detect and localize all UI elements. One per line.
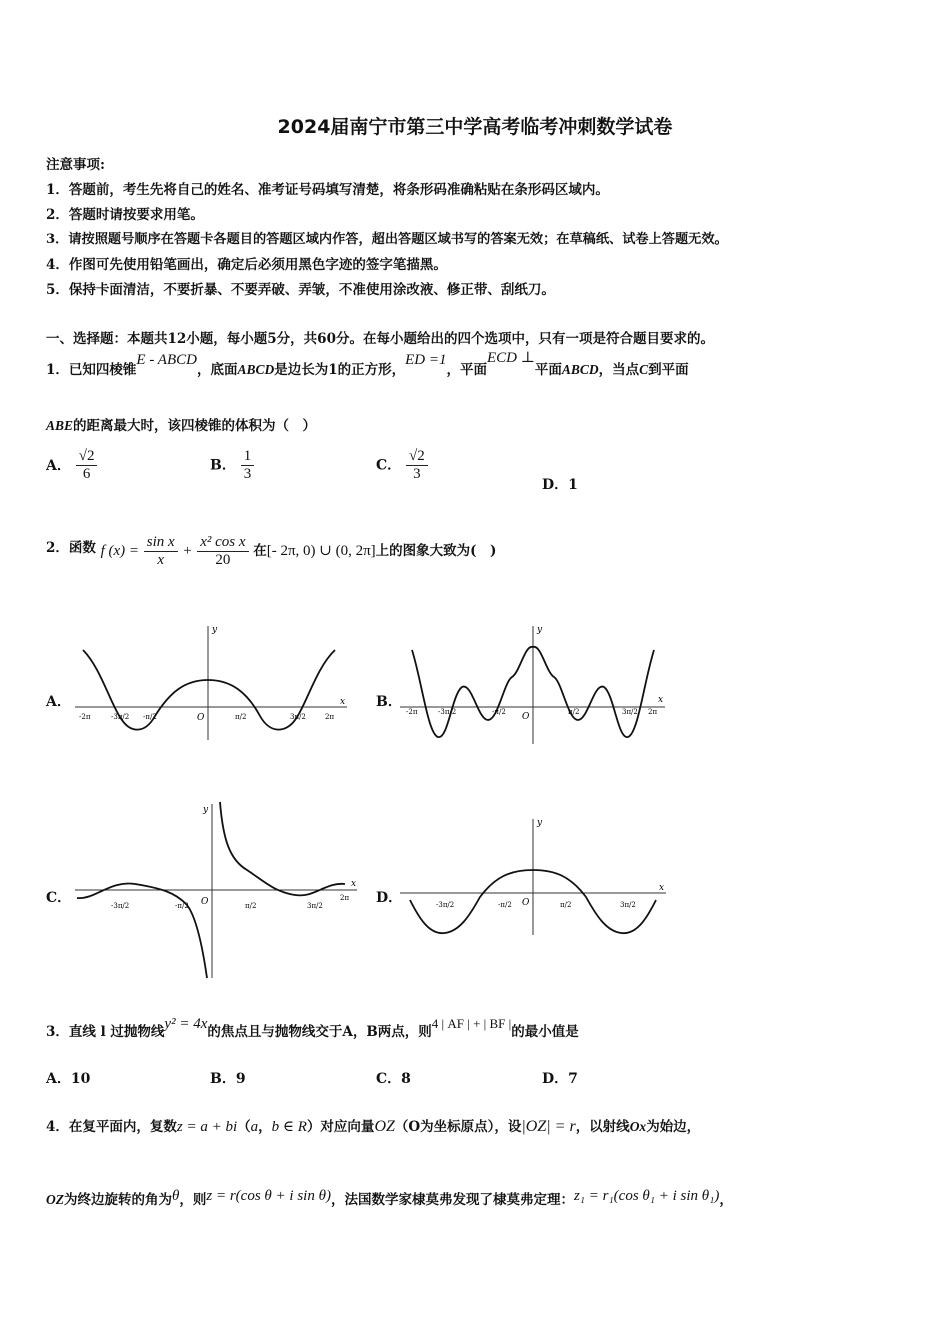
tick-label: π/2 — [568, 708, 580, 716]
tick-label: -3π/2 — [111, 902, 130, 910]
q3-option-a[interactable]: A．10 — [46, 1071, 91, 1087]
graph-a[interactable] — [75, 622, 350, 742]
question-4: 4．在复平面内，复数z = a + bi（a，b ∈ R）对应向量OZ（O为坐标原点），设|OZ| = r，以射线Ox为始边， — [46, 1118, 701, 1135]
origin-label: O — [197, 713, 205, 723]
tick-label: 2π — [340, 894, 350, 902]
origin-label: O — [201, 897, 209, 907]
tick-label: 3π/2 — [290, 713, 306, 721]
page-title: 2024届南宁市第三中学高考临考冲刺数学试卷 — [277, 116, 673, 138]
y-label: y — [537, 625, 543, 635]
y-label: y — [212, 625, 218, 635]
tick-label: -3π/2 — [111, 713, 130, 721]
tick-label: -π/2 — [498, 901, 512, 909]
question-1: 1．已知四棱锥E - ABCD，底面ABCD是边长为1的正方形，ED =1，平面ECD ⊥平面ABCD，当点C到平面 — [46, 350, 689, 378]
tick-label: -π/2 — [175, 902, 189, 910]
y-label: y — [203, 805, 209, 815]
y-label: y — [537, 818, 543, 828]
curve-c-left — [77, 883, 207, 978]
q1-option-a[interactable]: A． $\frac{√2}{6}$ — [46, 448, 97, 483]
tick-label: -π/2 — [492, 708, 506, 716]
question-4-line2: OZ为终边旋转的角为θ，则z = r(cos θ + i sin θ)，法国数学家棣莫弗发现了棣莫弗定理：z₁ = r₁(cos θ₁ + i sin θ₁)， — [46, 1188, 733, 1208]
q1-option-d[interactable]: D．1 — [542, 477, 578, 493]
graph-b[interactable] — [400, 622, 670, 747]
tick-label: 2π — [648, 708, 658, 716]
graph-c[interactable] — [75, 800, 360, 980]
notice-item: 1．答题前，考生先将自己的姓名、准考证号码填写清楚，将条形码准确粘贴在条形码区域内。 — [46, 182, 609, 198]
x-label: x — [351, 879, 357, 889]
tick-label: -2π — [79, 713, 91, 721]
tick-label: -2π — [406, 708, 418, 716]
question-3: 3．直线 l 过抛物线y² = 4x的焦点且与抛物线交于A，B两点，则4 | AF | + | BF |的最小值是 — [46, 1016, 579, 1040]
q3-option-d[interactable]: D．7 — [542, 1071, 578, 1087]
notice-item: 4．作图可先使用铅笔画出，确定后必须用黑色字迹的签字笔描黑。 — [46, 257, 447, 273]
tick-label: 3π/2 — [307, 902, 323, 910]
notice-item: 5．保持卡面清洁，不要折暴、不要弄破、弄皱，不准使用涂改液、修正带、刮纸刀。 — [46, 282, 555, 298]
notice-item: 3．请按照题号顺序在答题卡各题目的答题区域内作答，超出答题区域书写的答案无效；在草稿纸、试卷上答题无效。 — [46, 232, 728, 247]
curve-c-right — [220, 802, 345, 895]
q2-option-a-label[interactable]: A． — [46, 694, 71, 710]
tick-label: 3π/2 — [620, 901, 636, 909]
notice-item: 2．答题时请按要求用笔。 — [46, 207, 204, 223]
graph-d[interactable] — [400, 815, 670, 940]
q3-option-c[interactable]: C．8 — [376, 1071, 411, 1087]
section-heading: 一、选择题：本题共12小题，每小题5分，共60分。在每小题给出的四个选项中，只有一项是符合题目要求的。 — [46, 331, 714, 347]
notice-heading: 注意事项: — [46, 157, 105, 173]
x-label: x — [659, 883, 665, 893]
tick-label: π/2 — [245, 902, 257, 910]
tick-label: -3π/2 — [438, 708, 457, 716]
tick-label: π/2 — [235, 713, 247, 721]
q2-option-b-label[interactable]: B． — [376, 694, 402, 710]
tick-label: 2π — [325, 713, 335, 721]
q3-option-b[interactable]: B．9 — [210, 1071, 246, 1087]
origin-label: O — [522, 712, 530, 722]
tick-label: -π/2 — [143, 713, 157, 721]
x-label: x — [658, 695, 664, 705]
q1-option-b[interactable]: B． $\frac{1}{3}$ — [210, 448, 254, 483]
origin-label: O — [522, 898, 530, 908]
tick-label: 3π/2 — [622, 708, 638, 716]
tick-label: -3π/2 — [436, 901, 455, 909]
tick-label: π/2 — [560, 901, 572, 909]
question-1-line2: ABE的距离最大时，该四棱锥的体积为（ ） — [46, 418, 317, 434]
q2-option-d-label[interactable]: D． — [376, 890, 403, 906]
question-2: 2．函数 f (x) = $\frac{\text{sin x}}{x}$ + $\frac{\text{x² cos x}}{20}$ 在[- 2π, 0) ∪ (0, 2π]上的图象大致为( ) — [46, 534, 497, 568]
q2-option-c-label[interactable]: C． — [46, 890, 72, 906]
x-label: x — [340, 697, 346, 707]
q1-option-c[interactable]: C． $\frac{√2}{3}$ — [376, 448, 428, 483]
